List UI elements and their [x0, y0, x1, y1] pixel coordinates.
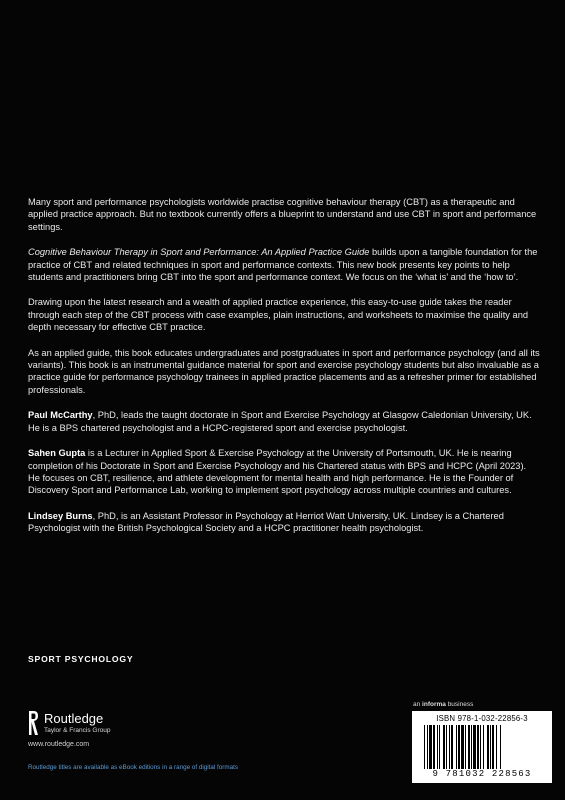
author-name: Paul McCarthy	[28, 410, 93, 421]
author-bio-text: , PhD, is an Assistant Professor in Psychology at Herriot Watt University, UK. Lindsey is a Chartered Psychologist with the British Psychological Society and a HCPC practitioner health psychologist.	[28, 510, 504, 534]
informa-suffix: business	[445, 701, 474, 708]
informa-business-label	[413, 701, 473, 708]
description-paragraph-2	[28, 246, 540, 283]
informa-prefix: an	[413, 701, 423, 708]
barcode-digits: 9 781032 228563	[432, 769, 532, 779]
publisher-group: Taylor & Francis Group	[44, 726, 111, 734]
isbn-number: ISBN 978-1-032-22856-3	[436, 714, 528, 723]
author-bio-sahen-gupta	[28, 447, 540, 497]
ebook-availability-note: Routledge titles are available as eBook editions in a range of digital formats	[28, 764, 239, 771]
barcode-bars	[422, 725, 542, 769]
back-cover-blurb	[28, 196, 540, 548]
author-bio-text: is a Lecturer in Applied Sport & Exercise Psychology at the University of Portsmouth, UK. He is nearing completion of his Doctorate in Sport and Exercise Psychology and his Chartered status with BPS and HCPC (April 2023). He focuses on CBT, resilience, and athlete development for mental health and high performance. He is the Founder of Discovery Sport and Performance Lab, working to implement sport psychology across multiple countries and cultures.	[28, 448, 527, 496]
subject-category: SPORT PSYCHOLOGY	[28, 654, 134, 664]
description-paragraph-4: As an applied guide, this book educates undergraduates and postgraduates in sport and performance psychology (and all its variants). This book is an instrumental guidance material for sport and exercise psychology students but also invaluable as a practice guide for performance psychology trainees in applied practice placements and as a refresher primer for established professionals.	[28, 347, 540, 395]
description-paragraph-1: Many sport and performance psychologists worldwide practise cognitive behaviour therapy (CBT) as a therapeutic and applied practice approach. But no textbook currently offers a blueprint to understand and use CBT in sport and performance settings.	[28, 197, 537, 232]
isbn-barcode	[412, 711, 552, 783]
author-bio-text: , PhD, leads the taught doctorate in Sport and Exercise Psychology at Glasgow Caledonian University, UK. He is a BPS chartered psychologist and a HCPC-registered sport and exercise psychologist.	[28, 410, 532, 433]
publisher-name: Routledge	[44, 710, 104, 726]
routledge-logo	[28, 710, 110, 736]
description-paragraph-2-text: builds upon a tangible foundation for the practice of CBT and related techniques in sport and performance contexts. This new book presents key points to help students and practitioners bring CBT into the sport and performance context. We focus on the ‘what is’ and the ‘how to’.	[28, 247, 538, 283]
routledge-r-icon	[28, 710, 39, 736]
book-title-italic: Cognitive Behaviour Therapy in Sport and Performance: An Applied Practice Guide	[28, 247, 370, 258]
informa-brand: informa	[422, 701, 446, 708]
author-bio-paul-mccarthy	[28, 409, 540, 434]
author-name: Sahen Gupta	[28, 448, 86, 459]
publisher-url[interactable]: www.routledge.com	[28, 741, 90, 748]
description-paragraph-3: Drawing upon the latest research and a wealth of applied practice experience, this easy-to-use guide takes the reader through each step of the CBT process with case examples, plain instructions, and worksheets to maximise the quality and depth necessary for effective CBT practice.	[28, 297, 529, 333]
author-bio-lindsey-burns	[28, 510, 540, 535]
publisher-block	[28, 710, 110, 748]
author-name: Lindsey Burns	[28, 510, 93, 521]
